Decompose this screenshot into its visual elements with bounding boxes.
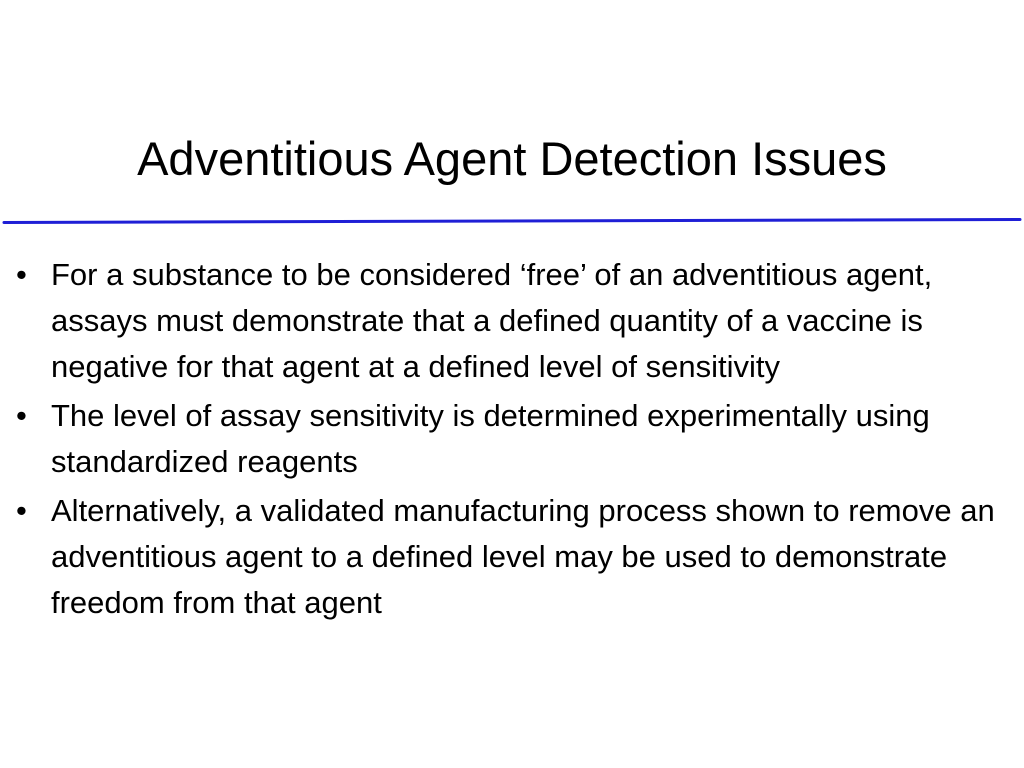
bullet-marker: • (16, 257, 27, 292)
bullet-text: Alternatively, a validated manufacturing process shown to remove an adventitious agent to a defined level may be used to demonstrate freedom from that agent (51, 493, 995, 620)
bullet-marker: • (16, 493, 27, 528)
bullet-list (16, 252, 1016, 629)
bullet-item (16, 252, 1016, 390)
bullet-marker: • (16, 398, 27, 433)
bullet-item (16, 488, 1016, 626)
bullet-text: The level of assay sensitivity is determined experimentally using standardized reagents (51, 398, 930, 479)
slide-title: Adventitious Agent Detection Issues (137, 132, 887, 185)
title-underline-stroke (4, 220, 1020, 223)
title-underline (0, 218, 1024, 230)
bullet-item (16, 393, 1016, 485)
bullet-text: For a substance to be considered ‘free’ of an adventitious agent, assays must demonstrate that a defined quantity of a vaccine is negative for that agent at a defined level of sensitivity (51, 257, 933, 384)
